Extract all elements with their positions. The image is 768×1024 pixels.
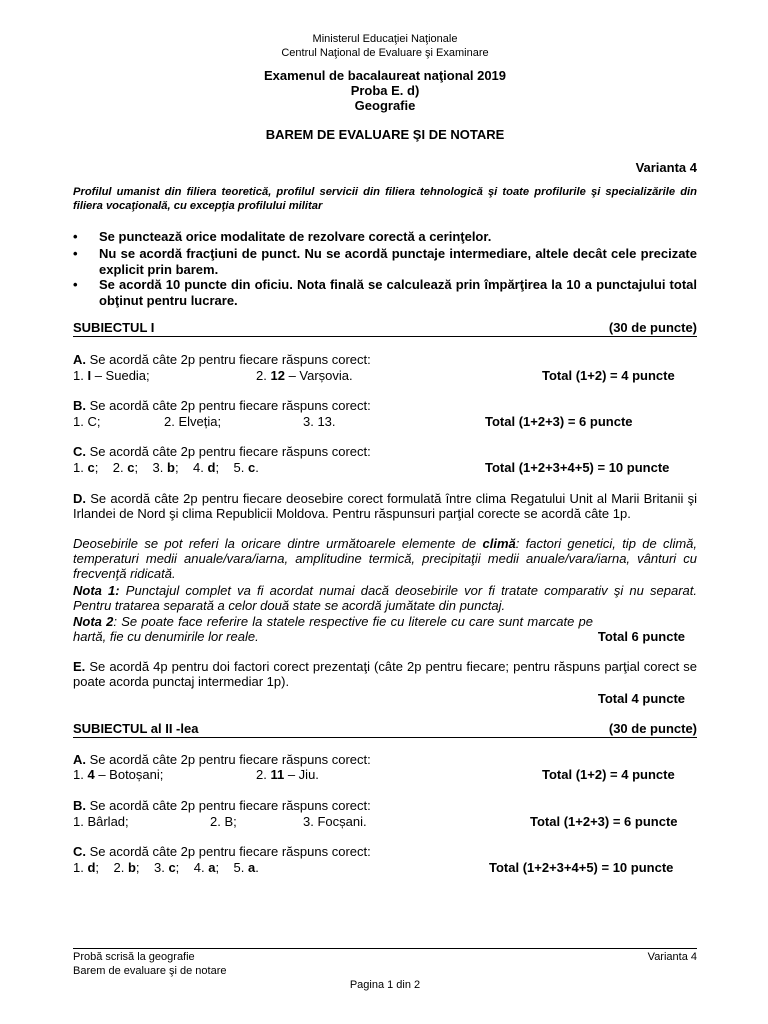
center-name: Centrul Naţional de Evaluare şi Examinare [281, 47, 489, 59]
exam-proba: Proba E. d) [350, 83, 420, 98]
section-title: SUBIECTUL al II -lea [73, 721, 199, 736]
section-points: (30 de puncte) [608, 721, 697, 736]
item-b-intro: B. Se acordă câte 2p pentru fiecare răspuns corect: [73, 798, 371, 813]
item-b-answer-3: 3. Focșani. [303, 814, 367, 829]
section-heading-2 [73, 721, 697, 738]
item-a-intro: A. Se acordă câte 2p pentru fiecare răspuns corect: [73, 352, 371, 367]
item-e-total: Total 4 puncte [597, 691, 685, 706]
item-a-intro: A. Se acordă câte 2p pentru fiecare răspuns corect: [73, 752, 371, 767]
item-a-answer-2: 2. 11 – Jiu. [256, 767, 319, 782]
item-d-elements: Deosebirile se pot referi la oricare dintre următoarele elemente de climă: factori genetici, tip de climă, temperaturi medii anuale/vara/iarna, amplitudine termică, precipitaţii medii anuale/vara/iarna, vânturi cu frecvenţă ridicată. [73, 536, 697, 581]
item-a-answer-1: 1. 4 – Botoșani; [73, 767, 164, 782]
bullet-item: • Se punctează orice modalitate de rezolvare corectă a cerinţelor. [73, 229, 492, 244]
item-b-intro: B. Se acordă câte 2p pentru fiecare răspuns corect: [73, 398, 371, 413]
item-d-note-2: Nota 2: Se poate face referire la statele respective fie cu literele cu care sunt marcate pe hartă, fie cu denumirile lor reale. [73, 614, 594, 644]
exam-title [73, 68, 697, 113]
item-b-answer-1: 1. Bârlad; [73, 814, 129, 829]
section-heading-1 [73, 320, 697, 337]
item-e-intro: E. Se acordă 4p pentru doi factori corect prezentaţi (câte 2p pentru fiecare; pentru răspuns parţial corect se poate acorda punctaj intermediar 1p). [73, 659, 697, 689]
footer-varianta: Varianta 4 [647, 951, 697, 963]
bullet-icon: • [73, 277, 78, 292]
item-b-total: Total (1+2+3) = 6 puncte [485, 414, 633, 429]
exam-name: Examenul de bacalaureat naţional 2019 [263, 68, 507, 83]
section-points: (30 de puncte) [608, 320, 697, 335]
exam-subject: Geografie [354, 98, 416, 113]
footer [73, 950, 697, 992]
footer-left-1: Probă scrisă la geografie [73, 951, 195, 963]
item-b-answer-1: 1. C; [73, 414, 101, 429]
page-number: Pagina 1 din 2 [349, 979, 421, 991]
item-b-answer-2: 2. Elveția; [164, 414, 222, 429]
item-a-total: Total (1+2) = 4 puncte [542, 368, 675, 383]
item-c-answers: 1. c; 2. c; 3. b; 4. d; 5. c. [73, 460, 259, 475]
profile-text: Profilul umanist din filiera teoretică, profilul servicii din filiera tehnologică şi toate profilurile şi specializările din filiera vocaţională, cu excepţia profilului militar [73, 186, 697, 212]
item-b-answer-2: 2. B; [210, 814, 237, 829]
varianta-label: Varianta 4 [635, 160, 697, 175]
item-d-total: Total 6 puncte [597, 629, 685, 644]
item-b-total: Total (1+2+3) = 6 puncte [530, 814, 678, 829]
item-c-intro: C. Se acordă câte 2p pentru fiecare răspuns corect: [73, 844, 371, 859]
item-a-answer-2: 2. 12 – Varșovia. [256, 368, 353, 383]
item-d-intro: D. Se acordă câte 2p pentru fiecare deosebire corect formulată între clima Regatului Unit al Marii Britanii şi Irlandei de Nord şi clima Republicii Moldova. Pentru răspunsuri parţial corecte se acordă câte 1p. [73, 491, 697, 521]
item-a-answer-1: 1. I – Suedia; [73, 368, 150, 383]
bullet-item: • Nu se acordă fracţiuni de punct. Nu se acordă punctaje intermediare, altele decât cele precizate explicit prin barem. [73, 246, 697, 277]
item-c-total: Total (1+2+3+4+5) = 10 puncte [485, 460, 670, 475]
item-c-intro: C. Se acordă câte 2p pentru fiecare răspuns corect: [73, 444, 371, 459]
bullet-item: • Se acordă 10 puncte din oficiu. Nota finală se calculează prin împărţirea la 10 a punctajului total obţinut pentru lucrare. [73, 277, 697, 308]
item-c-answers: 1. d; 2. b; 3. c; 4. a; 5. a. [73, 860, 259, 875]
footer-divider [73, 948, 697, 949]
barem-title: BAREM DE EVALUARE ŞI DE NOTARE [265, 127, 505, 142]
item-d-note-1: Nota 1: Punctajul complet va fi acordat numai dacă deosebirile vor fi tratate comparativ şi nu separat. Pentru tratarea separată a celor două state se acordă jumătate din punctaj. [73, 583, 697, 613]
ministry-header [73, 32, 697, 60]
footer-left-2: Barem de evaluare şi de notare [73, 965, 227, 977]
item-c-total: Total (1+2+3+4+5) = 10 puncte [489, 860, 674, 875]
bullet-icon: • [73, 229, 78, 244]
bullet-icon: • [73, 246, 78, 261]
document-page [73, 0, 697, 1024]
item-a-total: Total (1+2) = 4 puncte [542, 767, 675, 782]
section-title: SUBIECTUL I [73, 320, 155, 335]
ministry-name: Ministerul Educaţiei Naţionale [312, 33, 458, 45]
item-b-answer-3: 3. 13. [303, 414, 336, 429]
